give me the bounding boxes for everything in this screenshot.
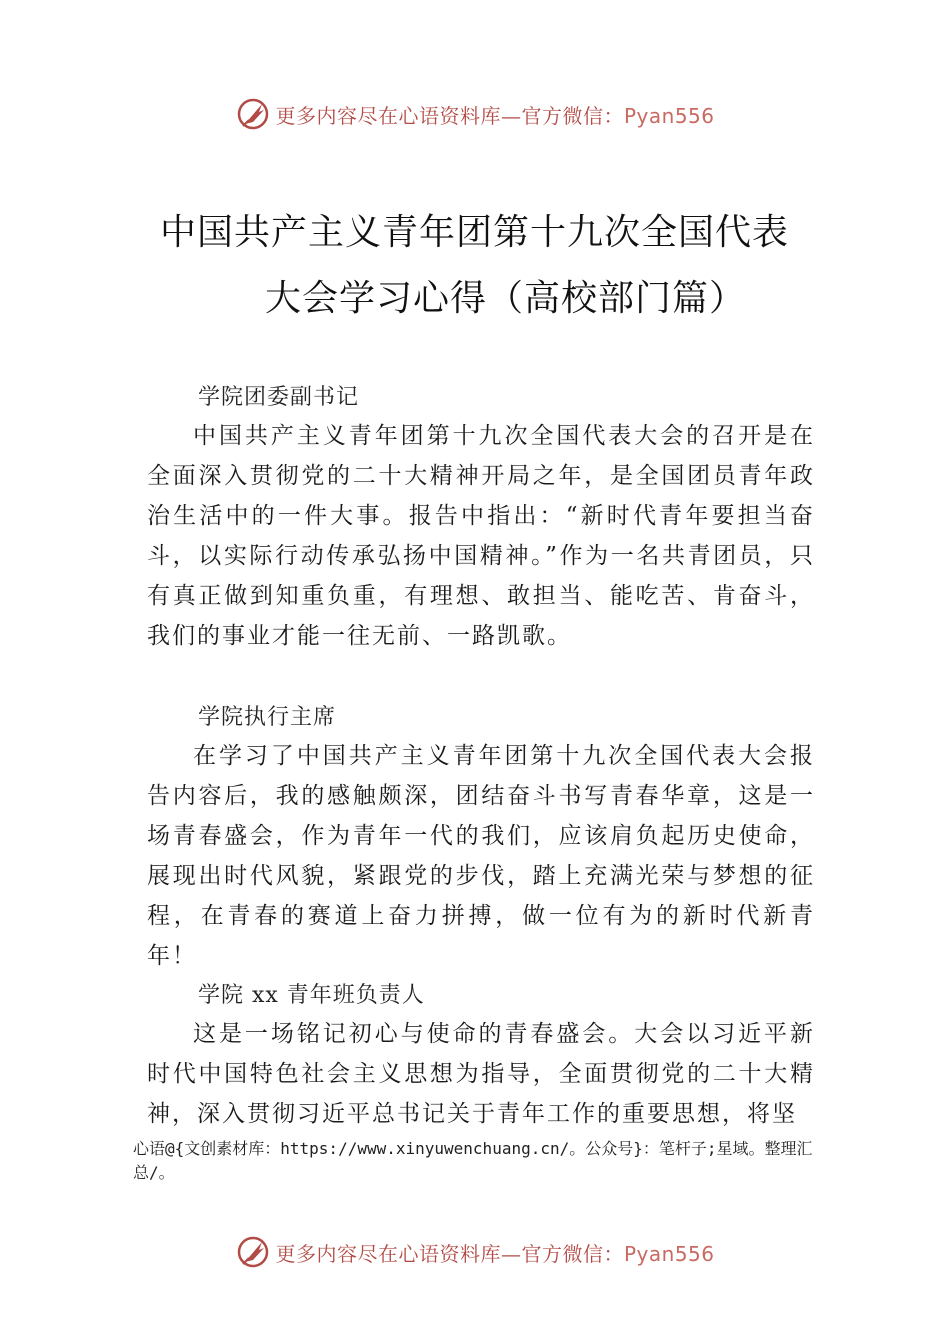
section-paragraph: 在学习了中国共产主义青年团第十九次全国代表大会报告内容后，我的感触颇深，团结奋斗书写青春华章，这是一场青春盛会，作为青年一代的我们，应该肩负起历史使命，展现出时代风貌，紧跟党的步伐，踏上充满光荣与梦想的征程，在青春的赛道上奋力拼搏，做一位有为的新时代新青年！ [147, 743, 815, 969]
footer-banner [0, 1232, 950, 1272]
quill-logo-icon [235, 1234, 271, 1270]
quill-logo-icon [235, 96, 271, 132]
document-title-line2: 大会学习心得（高校部门篇） [265, 278, 747, 319]
section-role: 学院 xx 青年班负责人 [198, 983, 425, 1008]
section-role: 学院执行主席 [198, 705, 337, 730]
banner-text: 更多内容尽在心语资料库—官方微信：Pyan556 [275, 103, 715, 128]
banner-text: 更多内容尽在心语资料库—官方微信：Pyan556 [275, 1241, 715, 1266]
source-note: 心语@{文创素材库：https://www.xinyuwenchuang.cn/。公众号}：笔杆子;星域。整理汇总/。 [133, 1139, 813, 1182]
document-title-line1: 中国共产主义青年团第十九次全国代表 [160, 212, 790, 253]
section-role: 学院团委副书记 [198, 385, 360, 410]
wechat-id: Pyan556 [623, 1241, 715, 1266]
wechat-id: Pyan556 [623, 103, 715, 128]
section-paragraph: 这是一场铭记初心与使命的青春盛会。大会以习近平新时代中国特色社会主义思想为指导，全面贯彻党的二十大精神，深入贯彻习近平总书记关于青年工作的重要思想，将坚 [147, 1021, 815, 1127]
header-banner [0, 94, 950, 134]
section-paragraph: 中国共产主义青年团第十九次全国代表大会的召开是在全面深入贯彻党的二十大精神开局之年，是全国团员青年政治生活中的一件大事。报告中指出：“新时代青年要担当奋斗，以实际行动传承弘扬中国精神。”作为一名共青团员，只有真正做到知重负重，有理想、敢担当、能吃苦、肯奋斗， 我们的事业才能一往无前、一路凯歌。 [147, 423, 815, 649]
